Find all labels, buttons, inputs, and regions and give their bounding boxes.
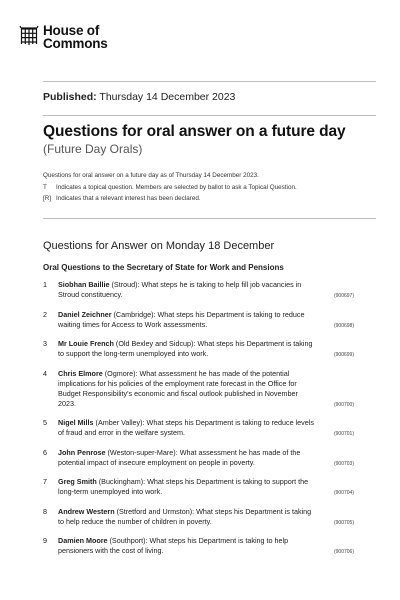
- question-reference: (900701): [333, 431, 354, 437]
- question-number: 3: [43, 339, 47, 348]
- question-item: [43, 339, 354, 359]
- question-number: 4: [43, 368, 47, 378]
- constituency: (Amber Valley):: [95, 418, 145, 427]
- section-heading: Questions for Answer on Monday 18 December: [43, 240, 275, 252]
- published-label: Published:: [43, 91, 97, 103]
- question-text: What steps his Department is taking to reduce waiting times for Access to Work assessments.: [58, 309, 305, 329]
- question-body: [58, 536, 354, 556]
- member-name: Chris Elmore: [58, 368, 103, 378]
- question-text: What steps his Department is taking to help reduce the number of children in poverty.: [58, 506, 312, 526]
- member-name: John Penrose: [58, 447, 106, 457]
- question-text: What steps his Department is taking to help pensioners with the cost of living.: [58, 536, 289, 555]
- key-symbol: [R]: [43, 195, 52, 202]
- member-name: Andrew Western: [58, 506, 115, 516]
- question-number: 6: [43, 447, 47, 457]
- question-reference: (900699): [333, 352, 354, 358]
- house-of-commons-logo: [19, 24, 108, 50]
- question-body: [58, 310, 354, 330]
- question-text: What steps his Department is taking to support the long-term unemployed into work.: [58, 339, 313, 358]
- constituency: (Stroud):: [111, 280, 140, 289]
- constituency: (Stretford and Urmston):: [116, 506, 195, 516]
- question-text: What assessment he has made of the potential implications for his policies of the employment rate forecast in the Office for Budget Responsibility's economic and fiscal outlook published in November 2023.: [58, 368, 298, 408]
- question-item: [43, 536, 354, 556]
- question-body: [58, 448, 354, 468]
- question-item: [43, 448, 354, 468]
- question-item: [43, 310, 354, 330]
- question-reference: (900698): [333, 322, 354, 329]
- questions-list: [43, 280, 354, 566]
- constituency: (Southport):: [109, 536, 148, 545]
- divider-published: [43, 115, 376, 116]
- question-text: What steps his Department is taking to reduce levels of fraud and error in the welfare system.: [58, 418, 314, 437]
- question-item: [43, 477, 354, 497]
- question-item: [43, 418, 354, 438]
- key-row-topical: [43, 182, 297, 194]
- question-item: [43, 507, 354, 527]
- question-text: What assessment he has made of the potential impact of insecure employment on people in poverty.: [58, 447, 301, 467]
- member-name: Siobhan Baillie: [58, 280, 110, 289]
- page-title: Questions for oral answer on a future day: [43, 123, 346, 140]
- question-body: [58, 418, 354, 438]
- question-number: 5: [43, 418, 47, 427]
- intro-line: Questions for oral answer on a future day as of Thursday 14 December 2023.: [43, 172, 259, 179]
- question-text: What steps his Department is taking to support the long-term unemployed into work.: [58, 477, 309, 496]
- member-name: Mr Louie French: [58, 339, 114, 348]
- divider-intro: [43, 218, 376, 219]
- question-body: [58, 339, 354, 359]
- published-line: [43, 91, 235, 103]
- constituency: (Old Bexley and Sidcup):: [115, 339, 196, 348]
- question-number: 8: [43, 506, 47, 516]
- question-body: [58, 507, 354, 527]
- published-date: Thursday 14 December 2023: [99, 91, 236, 103]
- question-body: [58, 280, 354, 300]
- member-name: Nigel Mills: [58, 418, 94, 427]
- question-reference: (900705): [333, 519, 354, 526]
- question-item: [43, 369, 354, 409]
- logo-text: [43, 24, 108, 50]
- question-number: 9: [43, 536, 47, 545]
- question-number: 1: [43, 280, 47, 289]
- divider-top: [43, 81, 376, 82]
- question-reference: (900697): [333, 293, 354, 299]
- question-reference: (900703): [333, 460, 354, 467]
- key-row-interest: [43, 193, 297, 205]
- constituency: (Ogmore):: [104, 368, 138, 378]
- intro-block: [43, 170, 297, 205]
- question-body: [58, 477, 354, 497]
- logo-line-2: Commons: [43, 36, 108, 51]
- constituency: (Cambridge):: [113, 309, 156, 319]
- member-name: Greg Smith: [58, 477, 97, 486]
- question-item: [43, 280, 354, 300]
- key-description: Indicates that a relevant interest has been declared.: [56, 195, 201, 202]
- key-description: Indicates a topical question. Members are selected by ballot to ask a Topical Question.: [56, 183, 297, 191]
- member-name: Damien Moore: [58, 536, 108, 545]
- question-reference: (900704): [333, 490, 354, 496]
- key-symbol: T: [43, 183, 47, 191]
- logo-line-1: House of: [43, 23, 100, 38]
- constituency: (Weston-super-Mare):: [107, 447, 178, 457]
- question-number: 2: [43, 309, 47, 319]
- question-body: [58, 369, 354, 409]
- question-text: What steps he is taking to help fill job vacancies in Stroud constituency.: [58, 280, 302, 299]
- constituency: (Buckingham):: [98, 477, 146, 486]
- department-heading: Oral Questions to the Secretary of State for Work and Pensions: [43, 263, 284, 272]
- question-reference: (900706): [333, 549, 354, 555]
- question-reference: (900700): [333, 401, 354, 408]
- question-number: 7: [43, 477, 47, 486]
- page-subtitle: (Future Day Orals): [43, 142, 143, 156]
- portcullis-icon: [19, 25, 39, 47]
- member-name: Daniel Zeichner: [58, 309, 112, 319]
